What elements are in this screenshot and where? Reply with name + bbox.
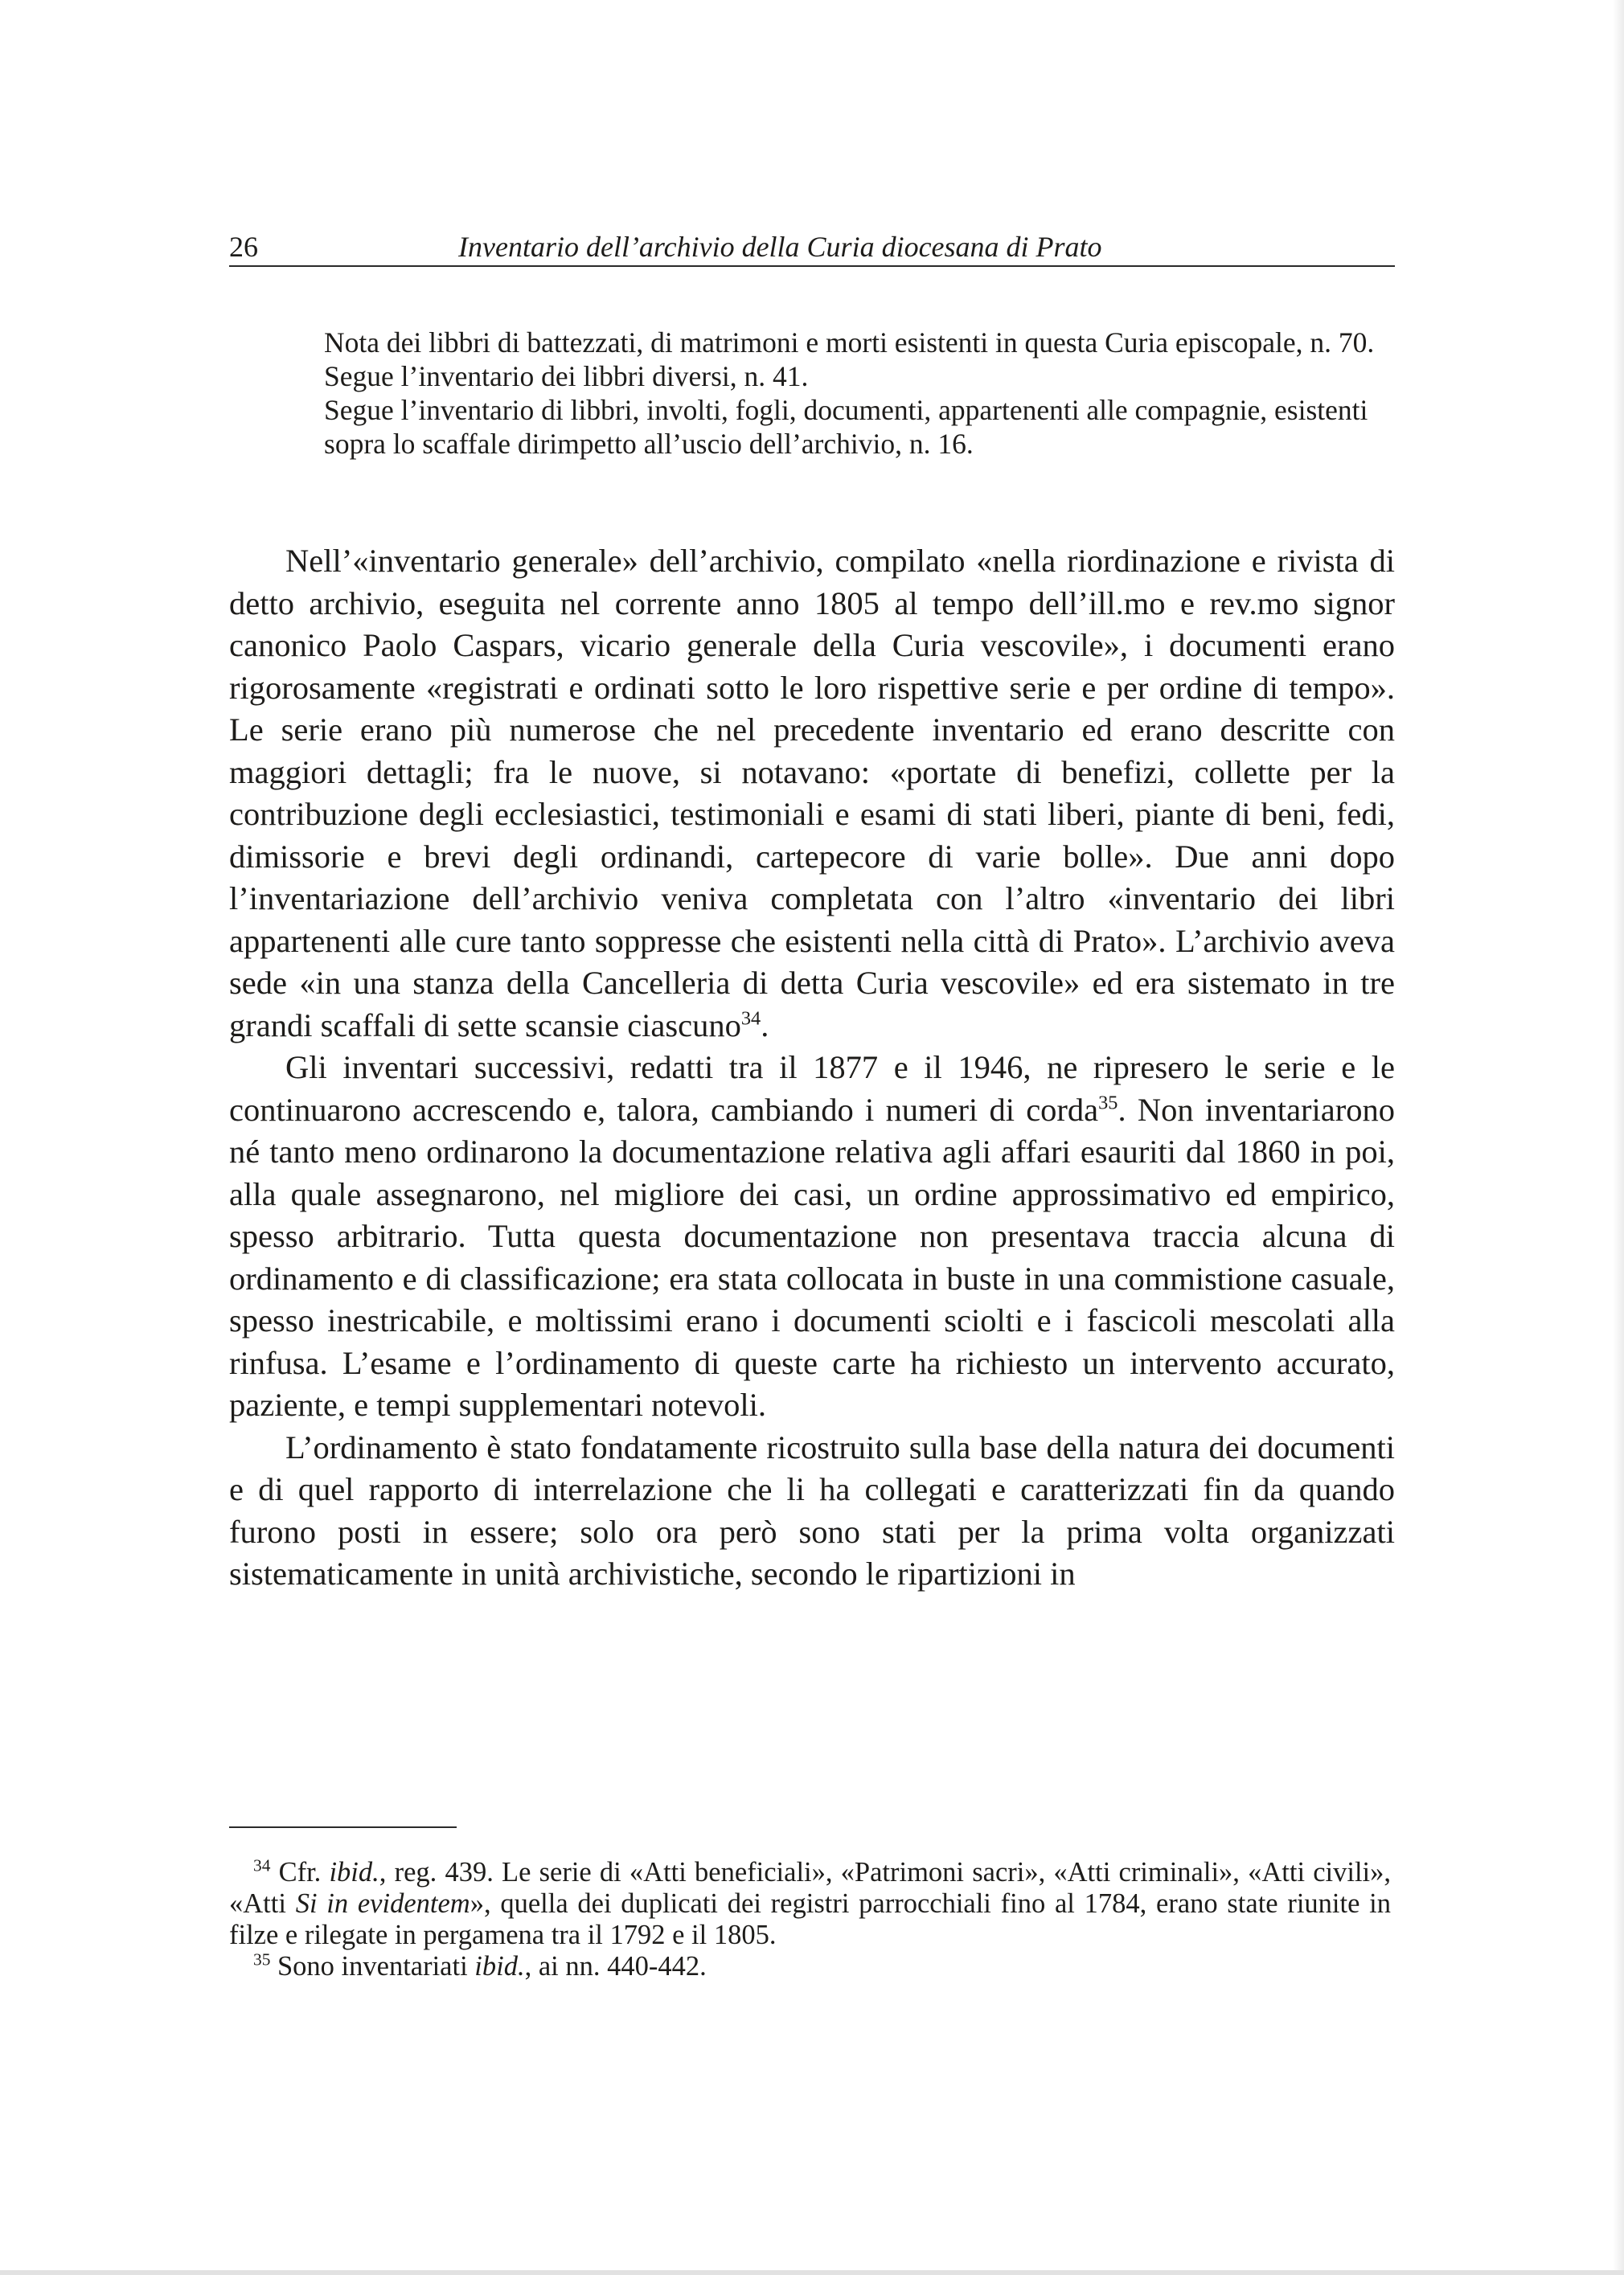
paragraph-3 [229, 1427, 1395, 1596]
footnote-34: $^{34}$ Cfr. ibid., reg. 439. Le serie di «Atti beneficiali», «Patrimoni sacri», «Atti criminali», «Atti civili», «Atti Si in evidentem», quella dei duplicati dei registri parrocchiali fino al 1784, erano state riunite in filze e rilegate in pergamena tra il 1792 e il 1805. [229, 1855, 1392, 1950]
paragraph-text: Nell’«inventario generale» dell’archivio, compilato «nella riordinazione e rivista di detto archivio, eseguita nel corrente anno 1805 al tempo dell’ill.mo e rev.mo signor canonico Paolo Caspars, vicario generale della Curia vescovile», i documenti erano rigorosamente «registrati e ordinati sotto le loro rispettive serie e per ordine di tempo». Le serie erano più numerose che nel precedente inventario ed erano descritte con maggiori dettagli; fra le nuove, si notavano: «portate di benefizi, collette per la contribuzione degli ecclesiastici, testimoniali e esami di stati liberi, piante di beni, fedi, dimissorie e brevi degli ordinandi, cartepecore di varie bolle». Due anni dopo l’inventariazione dell’archivio veniva completata con l’altro «inventario dei libri appartenenti alle cure tanto soppresse che esistenti nella città di Prato». L’archivio aveva sede «in una stanza della Cancelleria di detta Curia vescovile» ed era sistemato in tre grandi scaffali di sette scansie ciascuno [229, 543, 1395, 1043]
paragraph-text: Gli inventari successivi, redatti tra il 1877 e il 1946, ne ripresero le serie e le continuarono accrescendo e, talora, cambiando i numeri di corda [229, 1049, 1395, 1128]
quote-line: Segue l’inventario dei libbri diversi, n. 41. [324, 360, 809, 392]
body-text [229, 540, 1395, 1596]
paragraph-1: Nell’«inventario generale» dell’archivio, compilato «nella riordinazione e rivista di detto archivio, eseguita nel corrente anno 1805 al tempo dell’ill.mo e rev.mo signor canonico Paolo Caspars, vicario generale della Curia vescovile», i documenti erano rigorosamente «registrati e ordinati sotto le loro rispettive serie e per ordine di tempo». Le serie erano più numerose che nel precedente inventario ed erano descritte con maggiori dettagli; fra le nuove, si notavano: «portate di benefizi, collette per la contribuzione degli ecclesiastici, testimoniali e esami di stati liberi, piante di beni, fedi, dimissorie e brevi degli ordinandi, cartepecore di varie bolle». Due anni dopo l’inventariazione dell’archivio veniva completata con l’altro «inventario dei libri appartenenti alle cure tanto soppresse che esistenti nella città di Prato». L’archivio aveva sede «in una stanza della Cancelleria di detta Curia vescovile» ed era sistemato in tre grandi scaffali di sette scansie ciascuno$^{34}$. [229, 543, 1395, 1043]
footnote-rule [229, 1826, 457, 1828]
block-quote [324, 326, 1385, 461]
page-number: 26 [229, 231, 258, 263]
paragraph-text: . Non inventariarono né tanto meno ordinarono la documentazione relativa agli affari esauriti dal 1860 in poi, alla quale assegnarono, nel migliore dei casi, un ordine approssimativo ed empirico, spesso arbitrario. Tutta questa documentazione non presentava traccia alcuna di ordinamento e di classificazione; era stata collocata in buste in una commistione casuale, spesso inestricabile, e moltissimi erano i documenti sciolti e i fascicoli mescolati alla rinfusa. L’esame e l’ordinamento di queste carte ha richiesto un intervento accurato, paziente, e tempi supplementari notevoli. [229, 1091, 1396, 1423]
paragraph-text: L’ordinamento è stato fondatamente ricostruito sulla base della natura dei documenti e di quel rapporto di interrelazione che li ha collegati e caratterizzati fin da quando furono posti in essere; solo ora però sono stati per la prima volta organizzati sistematicamente in unità archivistiche, secondo le ripartizioni in [229, 1429, 1395, 1592]
footnote-number: 35 [253, 1949, 271, 1970]
header-rule [229, 265, 1395, 267]
quote-line: Segue l’inventario di libbri, involti, fogli, documenti, appartenenti alle compagnie, esistenti sopra lo scaffale dirimpetto all’uscio dell’archivio, n. 16. [324, 394, 1368, 460]
footnote-35: $^{35}$ Sono inventariati ibid., ai nn. 440-442. [253, 1949, 707, 1982]
running-title: Inventario dell’archivio della Curia diocesana di Prato [458, 231, 1102, 263]
footnote-number: 34 [253, 1855, 271, 1875]
paragraph-2 [229, 1047, 1395, 1427]
footnote-ref-35: 35 [1098, 1092, 1118, 1113]
running-head [229, 227, 1395, 267]
page-edge-shadow [1613, 0, 1624, 2275]
footnotes [229, 1857, 1391, 1982]
page-edge-bottom [0, 2270, 1624, 2275]
quote-line: Nota dei libbri di battezzati, di matrimoni e morti esistenti in questa Curia episcopale, n. 70. [324, 326, 1375, 359]
footnote-ref-34: 34 [740, 1007, 761, 1029]
